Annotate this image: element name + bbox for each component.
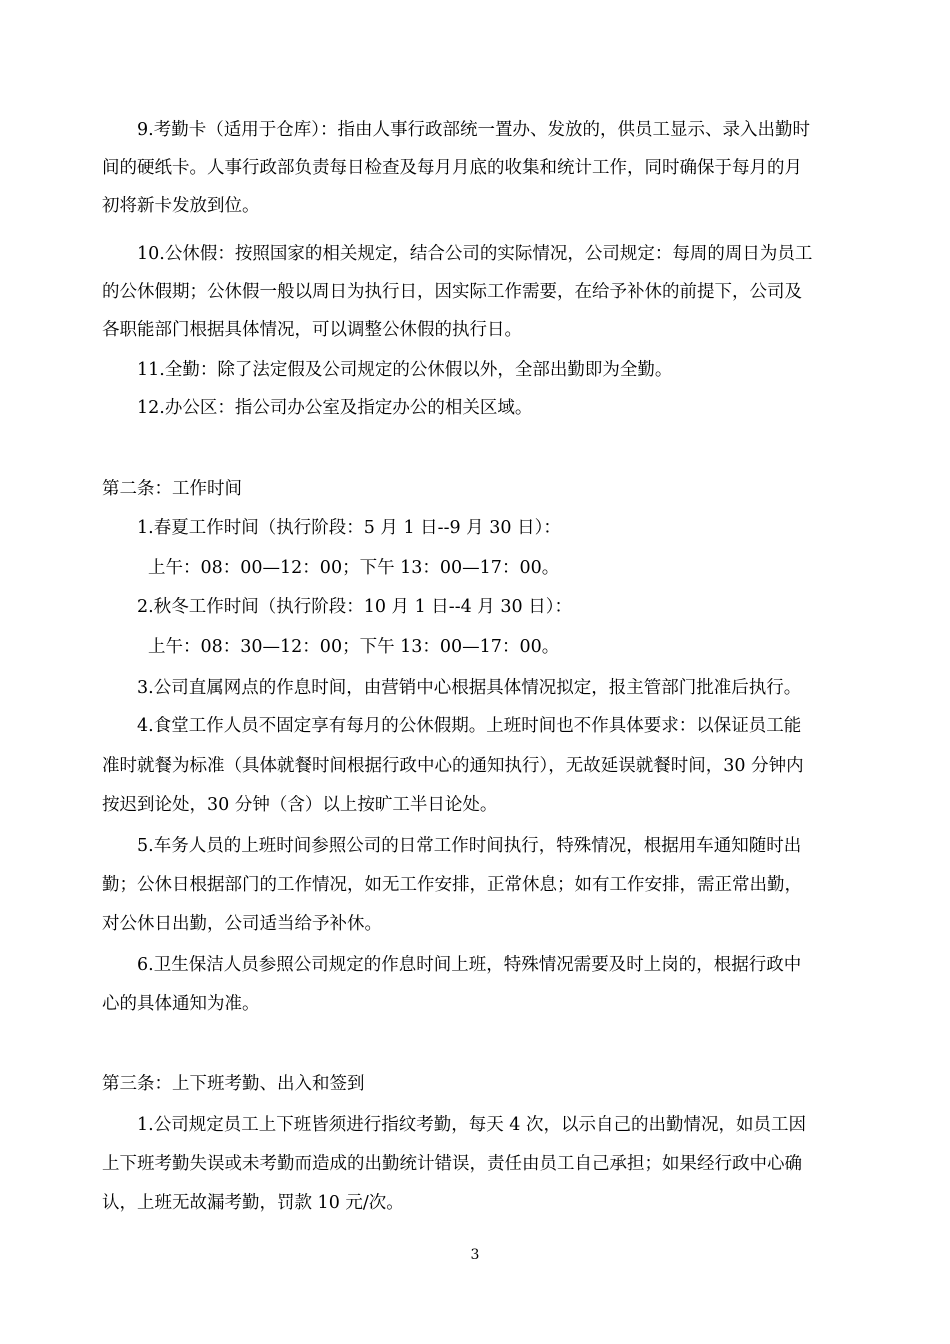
article-3-item-1-line-2: 上下班考勤失误或未考勤而造成的出勤统计错误，责任由员工自己承担；如果经行政中心确	[102, 1154, 802, 1174]
paragraph-12: 12.办公区：指公司办公室及指定办公的相关区域。	[137, 398, 533, 418]
article-2-item-3: 3.公司直属网点的作息时间，由营销中心根据具体情况拟定，报主管部门批准后执行。	[137, 678, 802, 698]
paragraph-9-line-3: 初将新卡发放到位。	[102, 196, 260, 216]
article-2-heading: 第二条：工作时间	[102, 479, 242, 499]
article-3-item-1-line-1: 1.公司规定员工上下班皆须进行指纹考勤，每天 4 次，以示自己的出勤情况，如员工因	[137, 1115, 806, 1135]
paragraph-10-line-1: 10.公休假：按照国家的相关规定，结合公司的实际情况，公司规定：每周的周日为员工	[137, 244, 813, 264]
article-2-item-5-line-3: 对公休日出勤，公司适当给予补休。	[102, 914, 382, 934]
page-number: 3	[470, 1247, 480, 1263]
article-2-item-6-line-1: 6.卫生保洁人员参照公司规定的作息时间上班，特殊情况需要及时上岗的，根据行政中	[137, 955, 802, 975]
article-3-heading: 第三条：上下班考勤、出入和签到	[102, 1074, 365, 1094]
paragraph-10-line-2: 的公休假期；公休假一般以周日为执行日，因实际工作需要，在给予补休的前提下，公司及	[102, 282, 802, 302]
article-2-item-2-hours: 上午：08：30—12：00；下午 13：00—17：00。	[148, 637, 560, 657]
article-2-item-1: 1.春夏工作时间（执行阶段：5 月 1 日--9 月 30 日）：	[137, 518, 561, 538]
paragraph-10-line-3: 各职能部门根据具体情况，可以调整公休假的执行日。	[102, 320, 522, 340]
article-2-item-4-line-3: 按迟到论处，30 分钟（含）以上按旷工半日论处。	[102, 795, 498, 815]
article-2-item-5-line-1: 5.车务人员的上班时间参照公司的日常工作时间执行，特殊情况，根据用车通知随时出	[137, 836, 802, 856]
paragraph-11: 11.全勤：除了法定假及公司规定的公休假以外，全部出勤即为全勤。	[137, 360, 673, 380]
paragraph-9-line-2: 间的硬纸卡。人事行政部负责每日检查及每月月底的收集和统计工作，同时确保于每月的月	[102, 158, 802, 178]
article-2-item-6-line-2: 心的具体通知为准。	[102, 994, 260, 1014]
article-3-item-1-line-3: 认，上班无故漏考勤，罚款 10 元/次。	[102, 1193, 404, 1213]
article-2-item-4-line-1: 4.食堂工作人员不固定享有每月的公休假期。上班时间也不作具体要求：以保证员工能	[137, 716, 802, 736]
paragraph-9-line-1: 9.考勤卡（适用于仓库）：指由人事行政部统一置办、发放的，供员工显示、录入出勤时	[137, 120, 810, 140]
article-2-item-1-hours: 上午：08：00—12：00；下午 13：00—17：00。	[148, 558, 560, 578]
article-2-item-2: 2.秋冬工作时间（执行阶段：10 月 1 日--4 月 30 日）：	[137, 597, 572, 617]
article-2-item-5-line-2: 勤；公休日根据部门的工作情况，如无工作安排，正常休息；如有工作安排，需正常出勤，	[102, 875, 802, 895]
article-2-item-4-line-2: 准时就餐为标准（具体就餐时间根据行政中心的通知执行），无故延误就餐时间，30 分钟内	[102, 756, 804, 776]
